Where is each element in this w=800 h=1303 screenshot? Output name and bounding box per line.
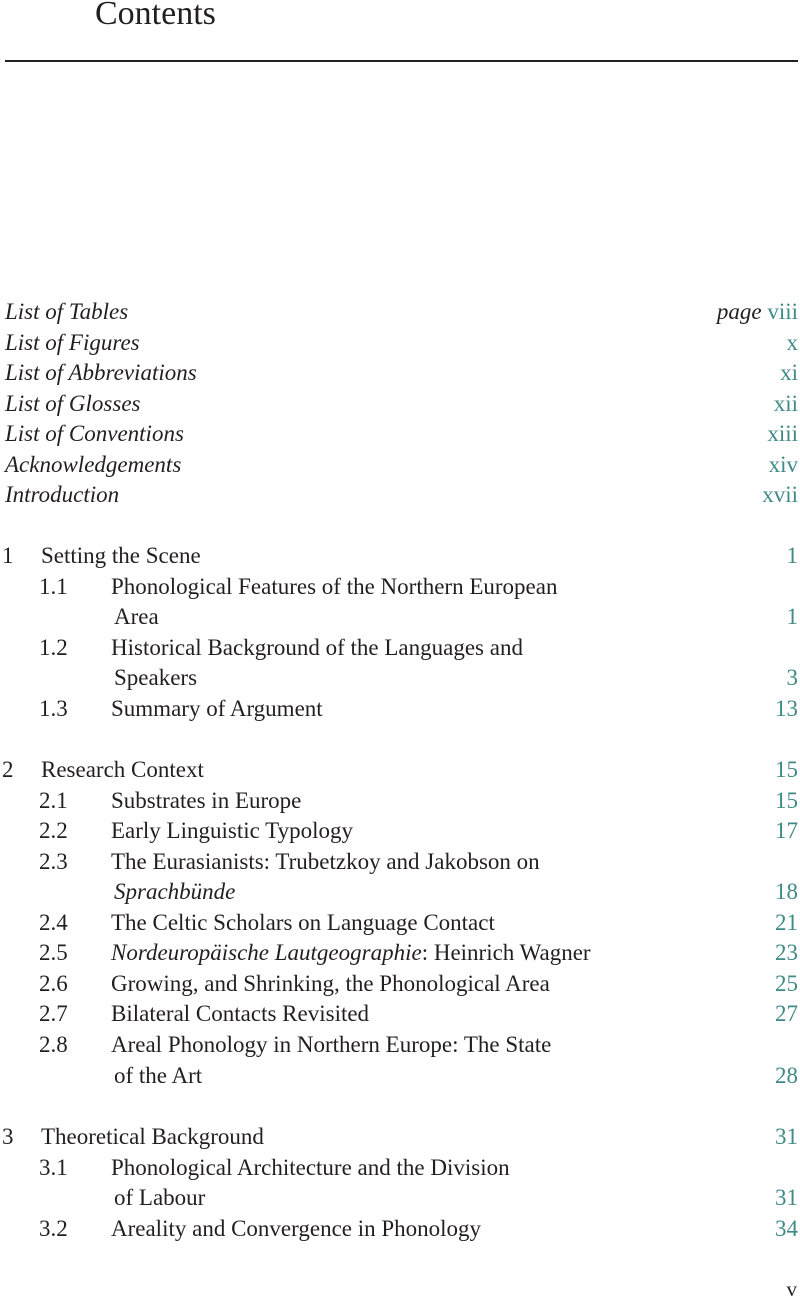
- toc-entry[interactable]: [0, 328, 800, 358]
- toc-section[interactable]: [0, 694, 800, 724]
- toc-entry-page: 18: [775, 879, 798, 904]
- section-number: 1.2: [39, 635, 68, 660]
- toc-entry-page: 25: [775, 971, 798, 996]
- toc-entry[interactable]: [0, 450, 800, 480]
- toc-entry-title: List of Glosses: [5, 391, 141, 416]
- section-number: 2.5: [39, 940, 68, 965]
- section-number: 2.3: [39, 849, 68, 874]
- toc-entry-page: x: [786, 330, 798, 355]
- toc-entry[interactable]: [0, 419, 800, 449]
- toc-section[interactable]: [0, 938, 800, 968]
- toc-entry-page: xiii: [767, 421, 798, 446]
- toc-section[interactable]: [0, 1030, 800, 1060]
- section-title-italic: Nordeuropäische Lautgeographie: [111, 940, 422, 965]
- chapter-number: 3: [2, 1124, 14, 1149]
- section-number: 3.2: [39, 1216, 68, 1241]
- section-number: 2.7: [39, 1001, 68, 1026]
- toc-entry-page: 31: [775, 1185, 798, 1210]
- toc-entry[interactable]: [0, 480, 800, 510]
- section-title: Growing, and Shrinking, the Phonological Area: [111, 971, 550, 996]
- toc-section[interactable]: [0, 908, 800, 938]
- chapter-title: Research Context: [41, 757, 204, 782]
- toc-entry-page: [717, 297, 798, 327]
- section-title: [111, 938, 591, 968]
- toc-section[interactable]: [0, 969, 800, 999]
- section-number: 1.1: [39, 574, 68, 599]
- toc-section-continued[interactable]: [0, 1183, 800, 1213]
- toc-entry-page: 23: [775, 940, 798, 965]
- toc-entry-page: 13: [775, 696, 798, 721]
- toc-section-continued[interactable]: [0, 1061, 800, 1091]
- toc-section[interactable]: [0, 572, 800, 602]
- toc-chapter[interactable]: [0, 541, 800, 571]
- toc-section[interactable]: [0, 816, 800, 846]
- toc-entry-title: List of Figures: [5, 330, 140, 355]
- chapter-number: 2: [2, 757, 14, 782]
- section-title: Phonological Features of the Northern European: [111, 574, 558, 599]
- section-title-rest: : Heinrich Wagner: [421, 940, 591, 965]
- toc-entry-page: 1: [786, 604, 798, 629]
- section-number: 1.3: [39, 696, 68, 721]
- section-title-continued: Sprachbünde: [114, 879, 236, 904]
- toc-section-continued[interactable]: [0, 877, 800, 907]
- section-title-continued: Speakers: [114, 665, 198, 690]
- toc-entry-page: 15: [775, 788, 798, 813]
- toc-section-continued[interactable]: [0, 663, 800, 693]
- toc-entry-title: Acknowledgements: [5, 452, 182, 477]
- toc-entry-page: 28: [775, 1063, 798, 1088]
- section-title: The Celtic Scholars on Language Contact: [111, 910, 495, 935]
- toc-section[interactable]: [0, 786, 800, 816]
- toc-entry-page: xvii: [762, 482, 798, 507]
- section-title: Substrates in Europe: [111, 788, 302, 813]
- toc-entry-page: 3: [786, 665, 798, 690]
- section-number: 2.6: [39, 971, 68, 996]
- toc-entry-page: xiv: [768, 452, 798, 477]
- toc-entry-page: xii: [773, 391, 798, 416]
- page-label: page: [716, 299, 762, 324]
- section-title: Phonological Architecture and the Division: [111, 1155, 510, 1180]
- section-number: 2.1: [39, 788, 68, 813]
- section-title-continued: of Labour: [114, 1185, 206, 1210]
- section-number: 3.1: [39, 1155, 68, 1180]
- chapter-title: Setting the Scene: [41, 543, 201, 568]
- toc-entry[interactable]: [0, 358, 800, 388]
- toc-entry-page: 17: [775, 818, 798, 843]
- chapter-number: 1: [2, 543, 14, 568]
- toc-entry-page: 15: [775, 757, 798, 782]
- toc-section[interactable]: [0, 1214, 800, 1244]
- section-title-continued: Area: [114, 604, 159, 629]
- section-number: 2.4: [39, 910, 68, 935]
- section-title: Historical Background of the Languages and: [111, 635, 523, 660]
- section-number: 2.2: [39, 818, 68, 843]
- toc-entry[interactable]: [0, 389, 800, 419]
- toc-entry-page: 31: [775, 1124, 798, 1149]
- toc-section[interactable]: [0, 847, 800, 877]
- toc-entry-title: List of Conventions: [5, 421, 184, 446]
- toc-entry-title: List of Tables: [5, 299, 129, 324]
- page-folio: v: [786, 1277, 797, 1301]
- toc-entry-page: 34: [775, 1216, 798, 1241]
- toc-entry-page: 1: [786, 543, 798, 568]
- section-title: The Eurasianists: Trubetzkoy and Jakobson on: [111, 849, 540, 874]
- toc-section[interactable]: [0, 1153, 800, 1183]
- chapter-title: Theoretical Background: [41, 1124, 264, 1149]
- page-title: Contents: [95, 0, 216, 32]
- toc-chapter[interactable]: [0, 755, 800, 785]
- section-title: Areal Phonology in Northern Europe: The State: [111, 1032, 552, 1057]
- toc-section[interactable]: [0, 633, 800, 663]
- section-title: Early Linguistic Typology: [111, 818, 353, 843]
- section-title: Summary of Argument: [111, 696, 323, 721]
- toc-entry-page: 21: [775, 910, 798, 935]
- section-title: Bilateral Contacts Revisited: [111, 1001, 370, 1026]
- section-number: 2.8: [39, 1032, 68, 1057]
- toc-section[interactable]: [0, 999, 800, 1029]
- toc-chapter[interactable]: [0, 1122, 800, 1152]
- toc-section-continued[interactable]: [0, 602, 800, 632]
- toc-entry[interactable]: [0, 297, 800, 327]
- toc-entry-title: List of Abbreviations: [5, 360, 197, 385]
- toc-entry-title: Introduction: [5, 482, 120, 507]
- page-number: viii: [767, 299, 798, 324]
- toc-entry-page: xi: [780, 360, 798, 385]
- section-title-continued: of the Art: [114, 1063, 203, 1088]
- toc-entry-page: 27: [775, 1001, 798, 1026]
- title-rule: [5, 60, 798, 62]
- section-title: Areality and Convergence in Phonology: [111, 1216, 482, 1241]
